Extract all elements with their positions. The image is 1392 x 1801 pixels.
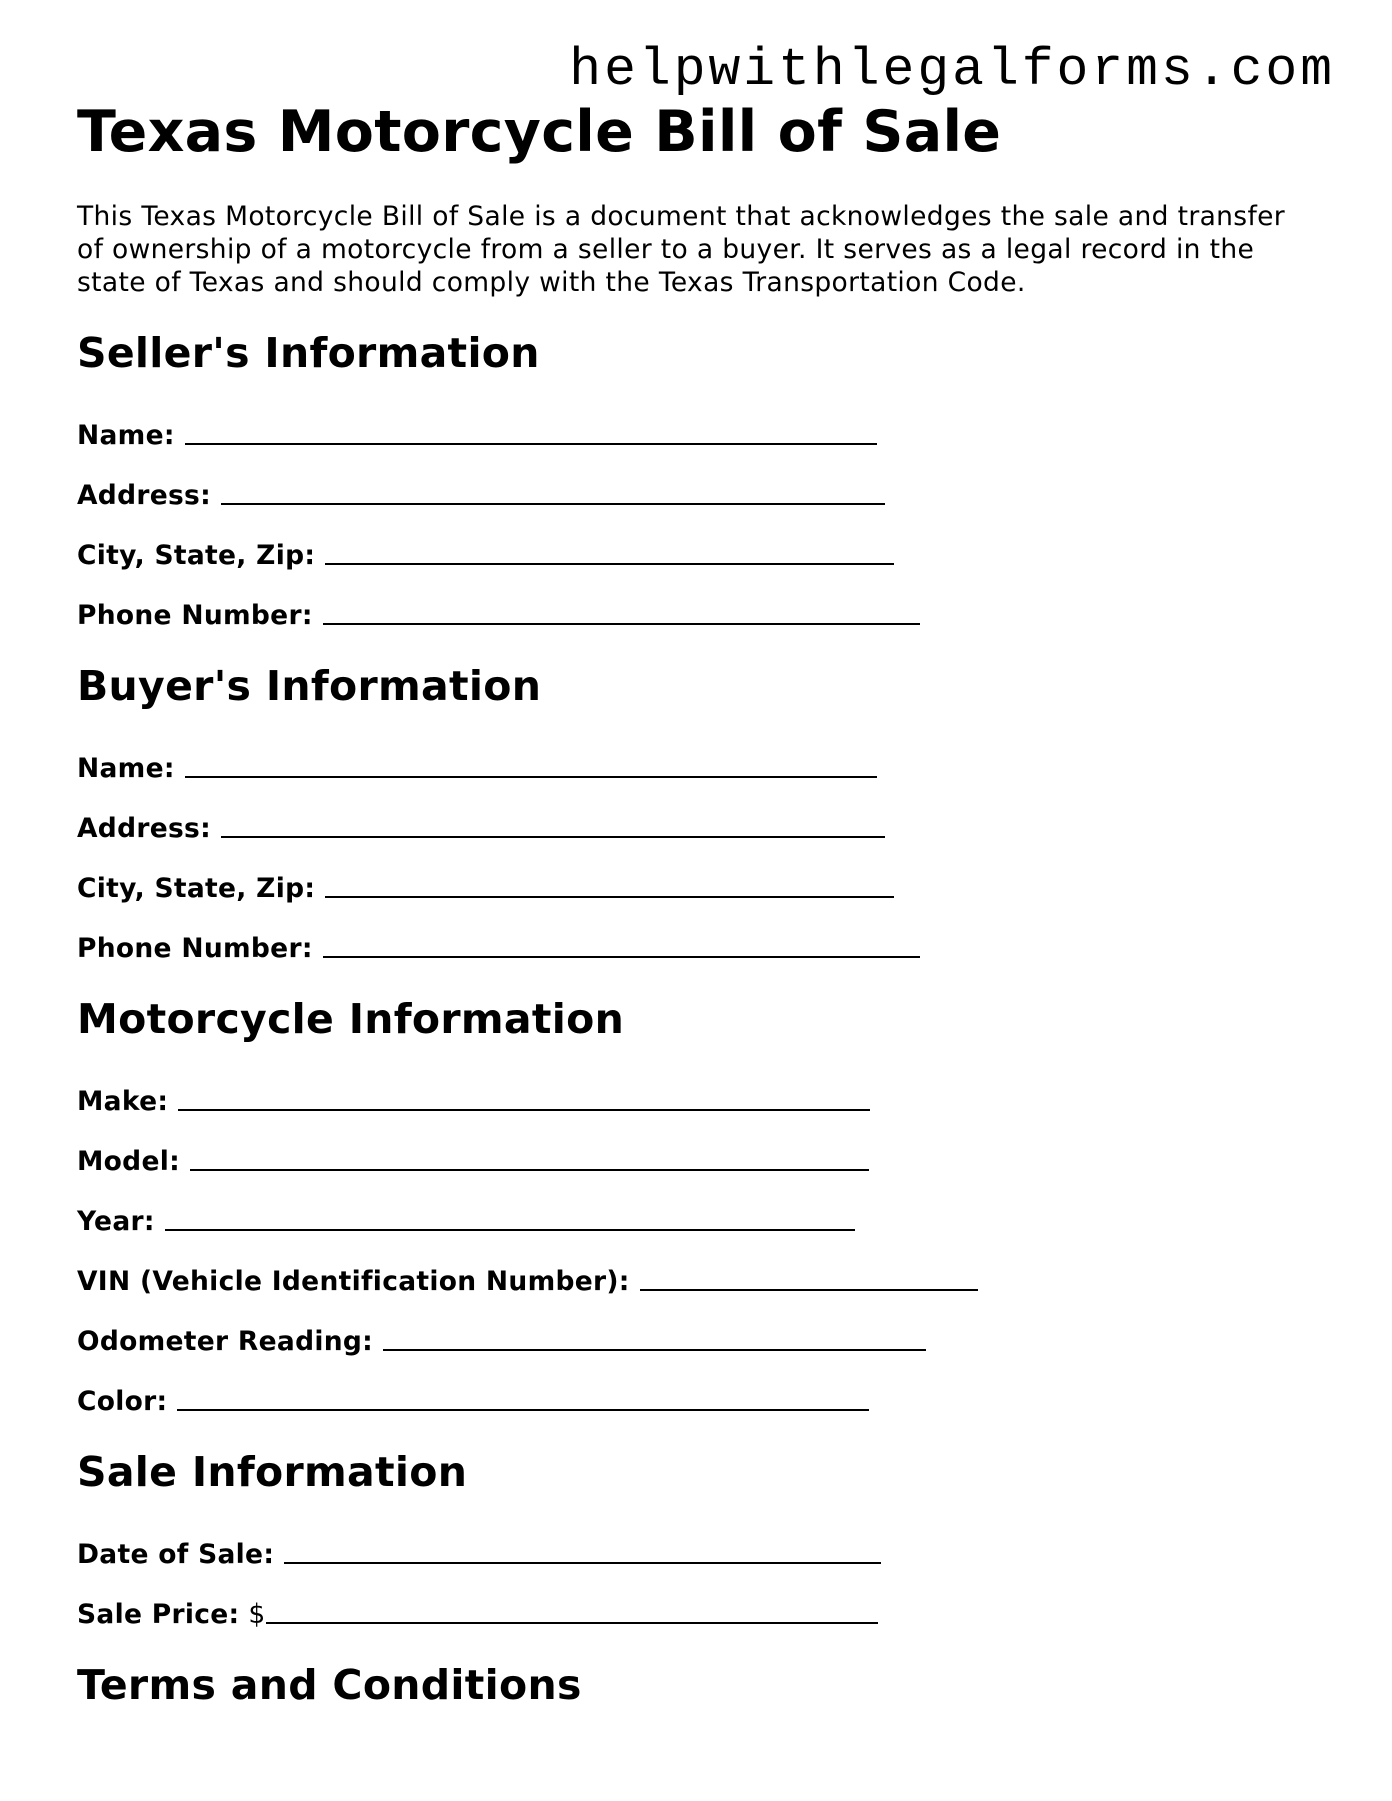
sale-section: [77, 1447, 1317, 1631]
seller-city-label: City, State, Zip:: [77, 540, 316, 571]
year-row: [77, 1178, 1317, 1238]
motorcycle-section: [77, 994, 1317, 1418]
buyer-address-row: [77, 785, 1317, 845]
odometer-line[interactable]: [383, 1348, 926, 1351]
sale-price-line[interactable]: [266, 1621, 878, 1624]
sale-price-label: Sale Price:: [77, 1599, 240, 1630]
seller-name-label: Name:: [77, 420, 175, 451]
seller-phone-label: Phone Number:: [77, 600, 313, 631]
make-line[interactable]: [178, 1108, 870, 1111]
seller-phone-line[interactable]: [323, 622, 920, 625]
make-row: [77, 1058, 1317, 1118]
seller-address-label: Address:: [77, 480, 212, 511]
buyer-phone-line[interactable]: [323, 955, 920, 958]
year-line[interactable]: [165, 1228, 855, 1231]
model-row: [77, 1118, 1317, 1178]
dollar-sign: $: [248, 1599, 266, 1630]
seller-address-line[interactable]: [221, 502, 885, 505]
seller-city-row: [77, 512, 1317, 572]
document-page: [77, 98, 1317, 1710]
terms-section: [77, 1660, 1317, 1710]
year-label: Year:: [77, 1206, 155, 1237]
buyer-section: [77, 661, 1317, 965]
vin-line[interactable]: [640, 1288, 978, 1291]
buyer-city-line[interactable]: [325, 895, 894, 898]
terms-heading: Terms and Conditions: [77, 1661, 582, 1709]
model-label: Model:: [77, 1146, 180, 1177]
color-label: Color:: [77, 1386, 168, 1417]
seller-address-row: [77, 452, 1317, 512]
page-title: Texas Motorcycle Bill of Sale: [77, 99, 1002, 165]
sale-date-line[interactable]: [284, 1561, 881, 1564]
sale-date-label: Date of Sale:: [77, 1539, 275, 1570]
color-line[interactable]: [177, 1408, 869, 1411]
motorcycle-heading: Motorcycle Information: [77, 995, 625, 1043]
vin-label: VIN (Vehicle Identification Number):: [77, 1266, 630, 1297]
seller-section: [77, 328, 1317, 632]
buyer-city-row: [77, 845, 1317, 905]
seller-city-line[interactable]: [325, 562, 894, 565]
make-label: Make:: [77, 1086, 169, 1117]
seller-name-row: [77, 392, 1317, 452]
watermark: helpwithlegalforms.com: [569, 40, 1335, 100]
buyer-address-line[interactable]: [221, 835, 885, 838]
odometer-label: Odometer Reading:: [77, 1326, 374, 1357]
odometer-row: [77, 1298, 1317, 1358]
color-row: [77, 1358, 1317, 1418]
buyer-name-label: Name:: [77, 753, 175, 784]
intro-paragraph: This Texas Motorcycle Bill of Sale is a document that acknowledges the sale and transfer of ownership of a motorcycle from a seller to a buyer. It serves as a legal record in the state of Texas and should comply with the Texas Transportation Code.: [77, 201, 1286, 298]
buyer-heading: Buyer's Information: [77, 662, 542, 710]
seller-phone-row: [77, 572, 1317, 632]
sale-date-row: [77, 1511, 1317, 1571]
vin-row: [77, 1238, 1317, 1298]
buyer-phone-label: Phone Number:: [77, 933, 313, 964]
seller-name-line[interactable]: [185, 442, 877, 445]
buyer-address-label: Address:: [77, 813, 212, 844]
buyer-name-row: [77, 725, 1317, 785]
sale-price-row: [77, 1571, 1317, 1631]
sale-heading: Sale Information: [77, 1448, 468, 1496]
seller-heading: Seller's Information: [77, 329, 540, 377]
buyer-name-line[interactable]: [185, 775, 877, 778]
buyer-phone-row: [77, 905, 1317, 965]
model-line[interactable]: [190, 1168, 869, 1171]
buyer-city-label: City, State, Zip:: [77, 873, 316, 904]
